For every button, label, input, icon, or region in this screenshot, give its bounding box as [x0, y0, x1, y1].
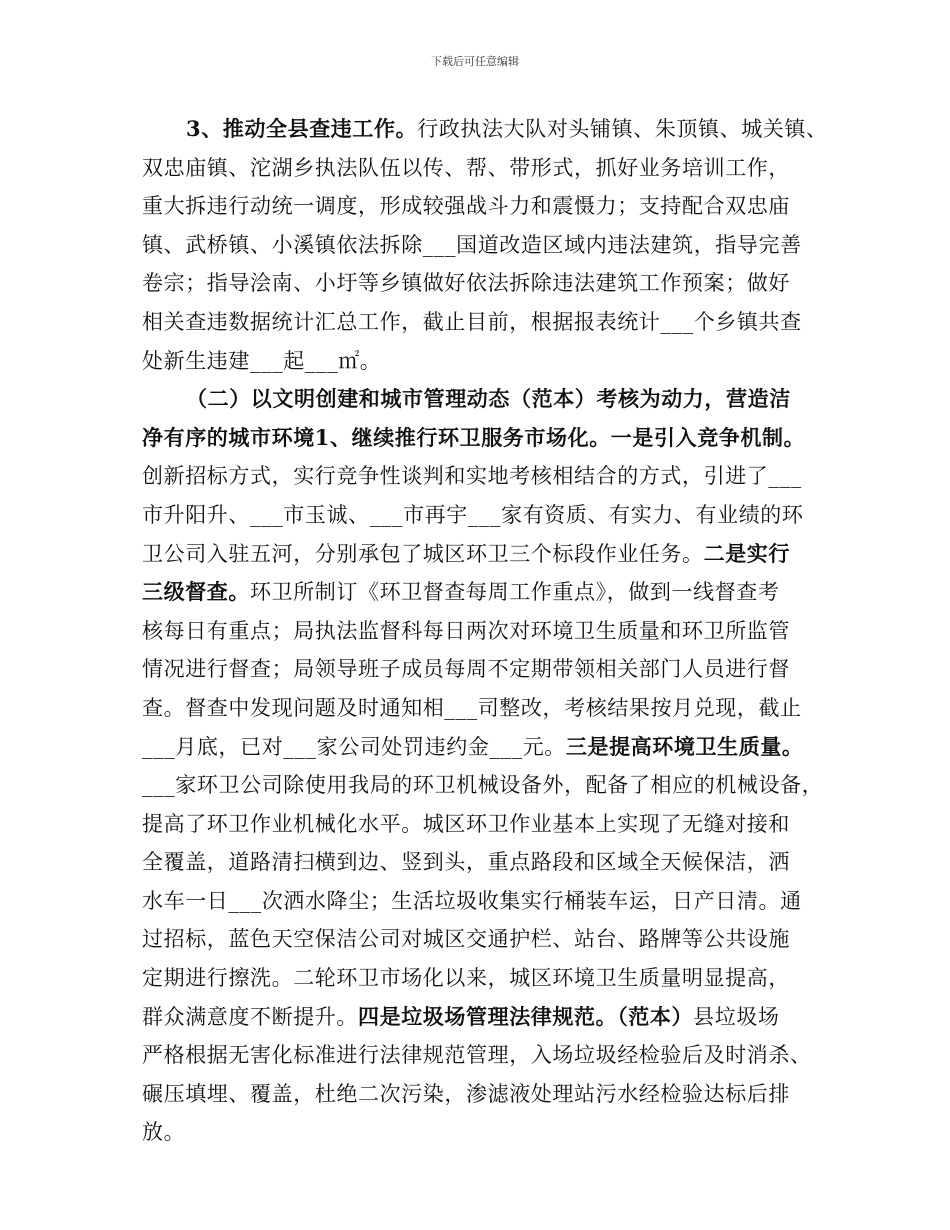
body-text: 创新招标方式，实行竞争性谈判和实地考核相结合的方式，引进了___ [142, 464, 802, 489]
text-line [142, 959, 832, 998]
body-text: 全覆盖，道路清扫横到边、竖到头，重点路段和区域全天候保洁，洒 [142, 850, 790, 875]
text-line [142, 264, 832, 303]
body-text: 过招标，蓝色天空保洁公司对城区交通护栏、站台、路牌等公共设施 [142, 927, 790, 952]
body-text: 环卫所制订《环卫督查每周工作重点》，做到一线督查考 [250, 580, 780, 605]
body-text: 卷宗；指导浍南、小圩等乡镇做好依法拆除违法建筑工作预案；做好 [142, 271, 790, 296]
body-text: 市升阳升、___市玉诚、___市再宇___家有资质、有实力、有业绩的环 [142, 502, 804, 527]
body-text: 放。 [142, 1120, 186, 1145]
text-line [142, 149, 832, 188]
body-text: 重大拆违行动统一调度，形成较强战斗力和震慑力；支持配合双忠庙 [142, 194, 790, 219]
text-line [142, 843, 832, 882]
body-text: 定期进行擦洗。二轮环卫市场化以来，城区环境卫生质量明显提高， [142, 966, 790, 991]
text-line [142, 882, 832, 921]
bold-text: 三是提高环境卫生质量。 [565, 733, 804, 759]
bold-text: 净有序的城市环境1、继续推行环卫服务市场化。一是引入竞争机制。 [142, 424, 806, 450]
body-text: 卫公司入驻五河，分别承包了城区环卫三个标段作业任务。 [142, 541, 704, 566]
body-text: 处新生违建___起___㎡。 [142, 348, 382, 373]
body-text: 严格根据无害化标准进行法律规范管理，入场垃圾经检验后及时消杀、 [142, 1043, 812, 1068]
body-text: 核每日有重点；局执法监督科每日两次对环境卫生质量和环卫所监管 [142, 618, 790, 643]
body-text: 镇、武桥镇、小溪镇依法拆除___国道改造区域内违法建筑，指导完善 [142, 232, 802, 257]
text-line [142, 342, 832, 381]
page-header: 下载后可任意编辑 [431, 55, 519, 68]
body-text: 相关查违数据统计汇总工作，截止目前，根据报表统计___个乡镇共查 [142, 309, 802, 334]
body-text: 行政执法大队对头铺镇、朱顶镇、城关镇、 [417, 117, 828, 141]
body-text: 情况进行督查；局领导班子成员每周不定期带领相关部门人员进行督 [142, 657, 790, 682]
text-line [142, 187, 832, 226]
body-text: 水车一日___次洒水降尘；生活垃圾收集实行桶装车运，日产日清。通 [142, 888, 802, 913]
body-text: ___家环卫公司除使用我局的环卫机械设备外，配备了相应的机械设备， [142, 773, 824, 798]
text-line [142, 457, 832, 496]
body-text: 群众满意度不断提升。 [142, 1004, 358, 1029]
text-line [142, 303, 832, 342]
bold-text: （二）以文明创建和城市管理动态（范本）考核为动力，营造洁 [186, 386, 791, 412]
text-line [142, 226, 832, 265]
text-line [142, 920, 832, 959]
text-line [142, 1075, 832, 1114]
text-line [142, 419, 832, 458]
text-line [142, 496, 832, 535]
text-line [142, 766, 832, 805]
text-line [142, 805, 832, 844]
text-line [142, 650, 832, 689]
bold-text: 二是实行 [703, 540, 791, 566]
text-line [142, 998, 832, 1037]
text-line [142, 110, 832, 149]
text-line [142, 612, 832, 651]
text-line [142, 1113, 832, 1152]
document-body [142, 110, 832, 1152]
text-line [142, 573, 832, 612]
body-text: 碾压填埋、覆盖，杜绝二次污染，渗滤液处理站污水经检验达标后排 [142, 1081, 790, 1106]
body-text: 查。督查中发现问题及时通知相___司整改，考核结果按月兑现，截止 [142, 695, 802, 720]
text-line [142, 728, 832, 767]
bold-text: 三级督查。 [142, 579, 250, 605]
text-line [142, 1036, 832, 1075]
body-text: 提高了环卫作业机械化水平。城区环卫作业基本上实现了无缝对接和 [142, 811, 790, 836]
body-text: ___月底，已对___家公司处罚违约金___元。 [142, 734, 566, 759]
body-text: 县垃圾场 [693, 1004, 780, 1029]
bold-text: 3、推动全县查违工作。 [186, 116, 418, 141]
text-line [142, 689, 832, 728]
text-line [142, 535, 832, 574]
body-text: 双忠庙镇、沱湖乡执法队伍以传、帮、带形式，抓好业务培训工作， [142, 155, 790, 180]
text-line [142, 380, 832, 419]
bold-text: 四是垃圾场管理法律规范。（范本） [358, 1003, 694, 1029]
